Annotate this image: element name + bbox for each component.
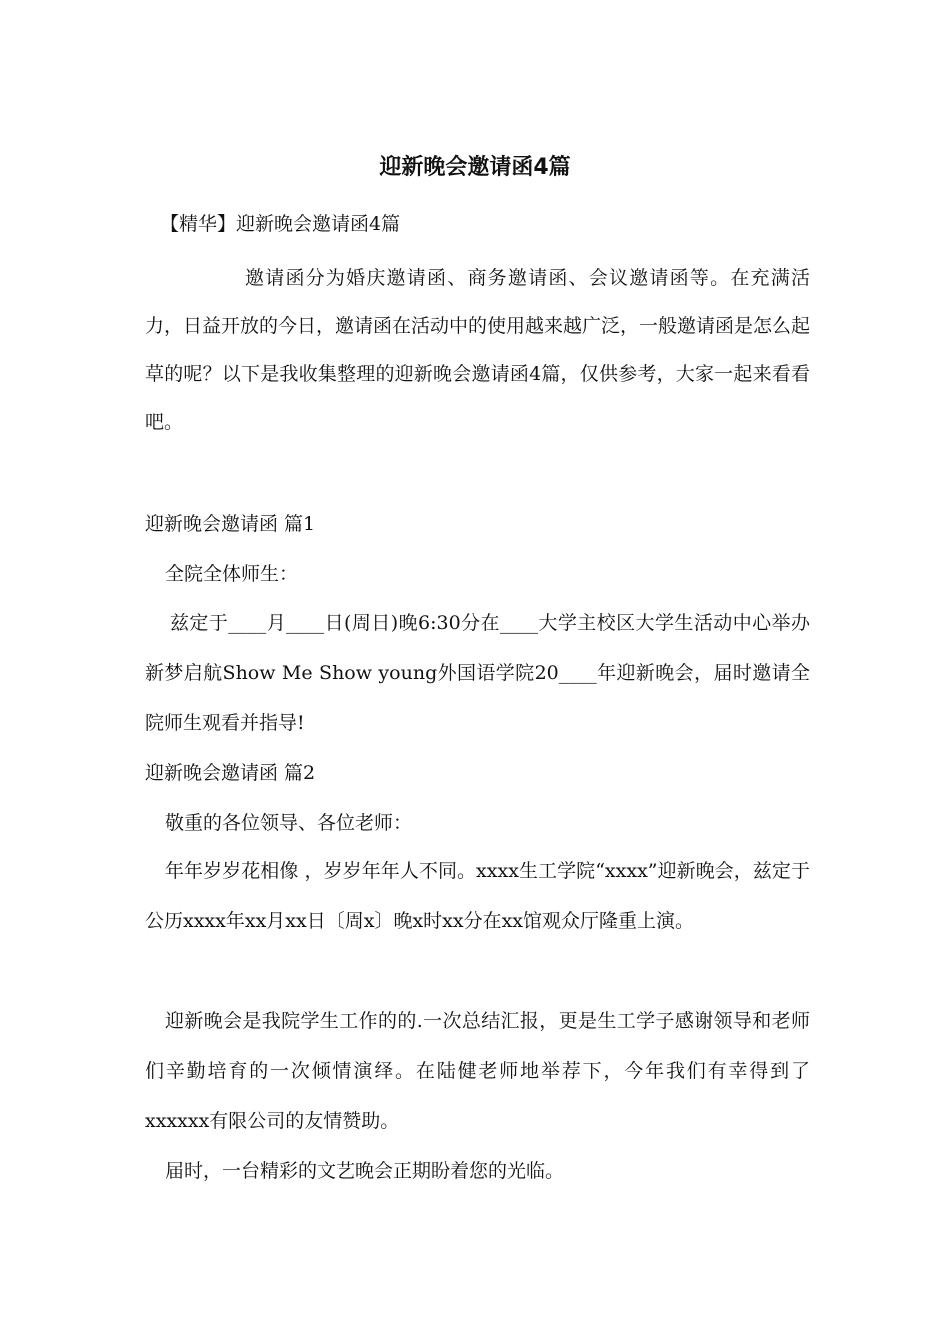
section-2-heading: 迎新晚会邀请函 篇2: [145, 762, 316, 784]
section-2-paragraph-3: 届时，一台精彩的文艺晚会正期盼着您的光临。: [165, 1160, 565, 1182]
section-1-heading: 迎新晚会邀请函 篇1: [145, 513, 316, 535]
section-1-body: 兹定于____月____日(周日)晚6:30分在____大学主校区大学生活动中心举办新梦启航Show Me Show young外国语学院20____年迎新晚会，届时邀请全院师生观看并指导!: [145, 612, 810, 734]
intro-paragraph: 邀请函分为婚庆邀请函、商务邀请函、会议邀请函等。在充满活力，日益开放的今日，邀请函在活动中的使用越来越广泛，一般邀请函是怎么起草的呢？以下是我收集整理的迎新晚会邀请函4篇，仅供参考，大家一起来看看吧。: [145, 267, 811, 433]
section-2-paragraph-2: 迎新晚会是我院学生工作的的.一次总结汇报，更是生工学子感谢领导和老师们辛勤培育的一次倾情演绎。在陆健老师地举荐下，今年我们有幸得到了xxxxxx有限公司的友情赞助。: [145, 1010, 810, 1132]
document-subtitle: 【精华】迎新晚会邀请函4篇: [160, 213, 401, 235]
document-title: 迎新晚会邀请函4篇: [379, 155, 571, 180]
section-2-paragraph-1: 年年岁岁花相像 ，岁岁年年人不同。xxxx生工学院“xxxx”迎新晚会，兹定于公历xxxx年xx月xx日〔周x〕晚x时xx分在xx馆观众厅隆重上演。: [145, 860, 810, 932]
section-2-salutation: 敬重的各位领导、各位老师：: [165, 812, 413, 834]
section-1-salutation: 全院全体师生：: [165, 563, 299, 585]
